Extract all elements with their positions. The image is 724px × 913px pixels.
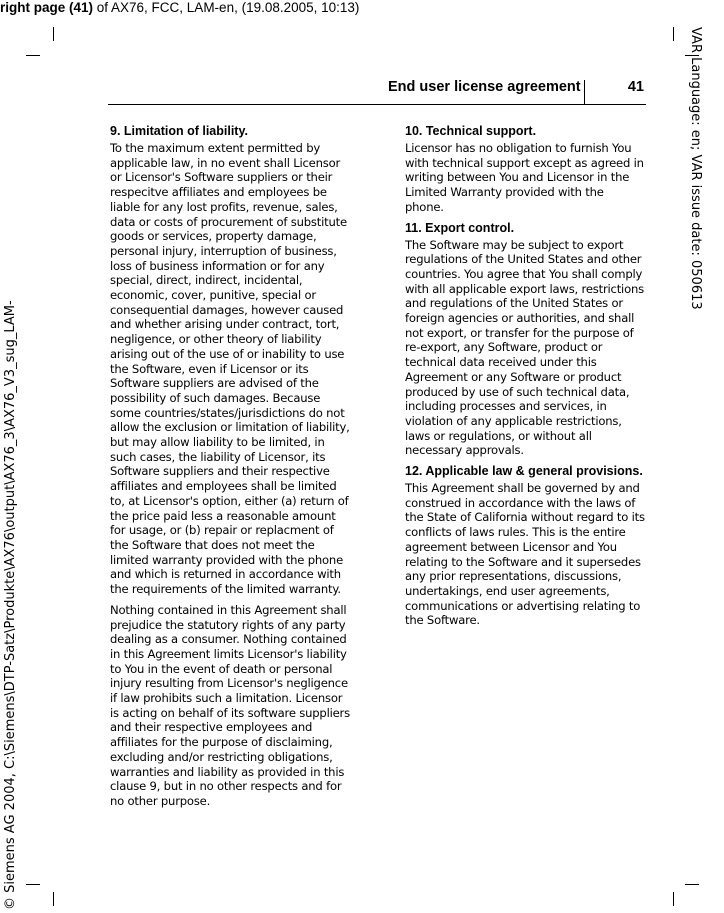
section-11 — [405, 221, 645, 459]
side-text-right: VAR Language: en; VAR issue date: 050613 — [688, 27, 703, 310]
crop-mark — [53, 27, 54, 41]
section-paragraph: Licensor has no obligation to furnish You with technical support except as agreed in writing between You and Licensor in the Limited Warranty provided with the phone. — [405, 141, 644, 214]
header-divider-tick — [584, 80, 585, 104]
running-header-title: End user license agreement — [388, 79, 581, 95]
crop-mark — [673, 27, 674, 41]
crop-mark — [26, 55, 40, 56]
section-paragraph: Nothing contained in this Agreement shall prejudice the statutory rights of any party dealing as a consumer. Nothing contained in this Agreement limits Licensor's liability to You in the event of death or personal injury resulting from Licensor's negligence if law prohibits such a limitation. Licensor is acting on behalf of its software suppliers and their respective employees and affiliates for the purpose of disclaiming, excluding and/or restricting obligations, warranties and liability as provided in this clause 9, but in no other respects and for no other purpose. — [110, 602, 350, 808]
side-text-left: © Siemens AG 2004, C:\Siemens\DTP-Satz\Produkte\AX76\output\AX76_3\AX76_V3_sug_LAM- — [3, 300, 18, 910]
print-meta-details: of AX76, FCC, LAM-en, (19.08.2005, 10:13) — [93, 0, 360, 15]
section-paragraph: This Agreement shall be governed by and construed in accordance with the laws of the State of California without regard to its conflicts of laws rules. This is the entire agreement between Licensor and You relating to the Software and it supersedes any prior representations, discussions, undertakings, end user agreements, communications or advertising relating to the Software. — [405, 481, 645, 628]
crop-mark — [673, 892, 674, 906]
crop-mark — [685, 884, 699, 885]
section-12 — [405, 464, 645, 628]
section-heading: 11. Export control. — [405, 220, 515, 235]
crop-mark — [26, 884, 40, 885]
right-column — [405, 124, 645, 634]
header-rule — [108, 104, 646, 105]
section-heading: 9. Limitation of liability. — [110, 124, 248, 138]
section-heading: 12. Applicable law & general provisions. — [405, 464, 643, 479]
page-number: 41 — [627, 79, 644, 95]
section-9 — [110, 124, 352, 809]
left-column — [110, 124, 352, 815]
print-page-label: right page (41) — [0, 0, 94, 15]
section-paragraph: To the maximum extent permitted by applicable law, in no event shall Licensor or Licensor's Software suppliers or their respecitve affiliates and employees be liable for any lost profits, revenue, sales, data or costs of procurement of substitute goods or services, property damage, personal injury, interruption of business, loss of business information or for any special, direct, indirect, incidental, economic, cover, punitive, special or consequential damages, however caused and whether arising under contract, tort, negligence, or other theory of liability arising out of the use of or inability to use the Software, even if Licensor or its Software suppliers are advised of the possibility of such damages. Because some countries/states/jurisdictions do not allow the exclusion or limitation of liability, but may allow liability to be limited, in such cases, the liability of Licensor, its Software suppliers and their respective affiliates and employees shall be limited to, at Licensor's option, either (a) return of the price paid less a reasonable amount for usage, or (b) repair or replacment of the Software that does not meet the limited warranty provided with the phone and which is returned in accordance with the requirements of the limited warranty. — [110, 141, 350, 597]
section-10 — [405, 124, 645, 215]
section-paragraph: The Software may be subject to export regulations of the United States and other countries. You agree that You shall comply with all applicable export laws, restrictions and regulations of the United States or foreign agencies or authorities, and shall not export, or transfer for the purpose of re-export, any Software, product or technical data received under this Agreement or any Software or product produced by use of such technical data, including processes and services, in violation of any applicable restrictions, laws or regulations, or without all necessary approvals. — [405, 237, 644, 458]
section-heading: 10. Technical support. — [405, 124, 537, 138]
crop-mark — [53, 892, 54, 906]
print-meta-line — [0, 0, 359, 15]
